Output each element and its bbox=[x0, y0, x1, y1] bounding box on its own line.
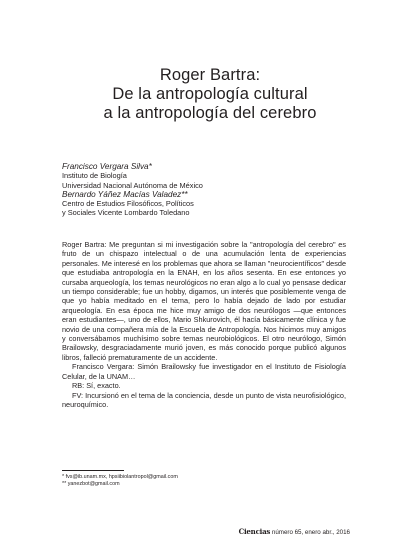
footnote-2: ** yanezbot@gmail.com bbox=[62, 481, 120, 488]
body-paragraph-2: Francisco Vergara: Simón Brailowsky fue investigador en el Instituto de Fisiología Celular, de la UNAM… bbox=[62, 362, 346, 381]
title-line-3: a la antropología del cerebro bbox=[103, 104, 317, 122]
footnote-divider bbox=[62, 470, 124, 471]
author-name-1: Francisco Vergara Silva* bbox=[62, 162, 152, 171]
body-paragraph-4: FV: Incursionó en el tema de la conciencia, desde un punto de vista neurofisiológico, neuroquímico. bbox=[62, 390, 346, 409]
body-paragraph-3: RB: Sí, exacto. bbox=[72, 381, 121, 391]
author-block bbox=[62, 162, 352, 218]
page-footer bbox=[200, 528, 350, 537]
author-affiliation-1b: Universidad Nacional Autónoma de México bbox=[62, 180, 203, 190]
journal-logo: Ciencias bbox=[238, 527, 271, 536]
title-line-1: Roger Bartra: bbox=[159, 66, 261, 84]
article-body bbox=[62, 240, 346, 409]
body-paragraph-1: Roger Bartra: Me preguntan si mi investigación sobre la "antropología del cerebro" es fruto de un chispazo intelectual o de una acumulación lenta de experiencias personales. Me interesé en los problemas que ahora se llaman "neurocientíficos" desde que estudiaba antropología en la ENAH, en los años sesenta. En ese entonces yo cursaba arqueología, los temas neurológicos no eran algo a lo cual yo pensase dedicar un tiempo considerable; fue un hobby, digamos, un interés que posiblemente venga de que yo había meditado en el tema, pero lo había dejado de lado por estudiar arqueología. En esa época me hice muy amigo de dos neurólogos —que entonces eran estudiantes—, uno de ellos, Mario Shkurovich, él hacía básicamente clínica y fue novio de una compañera mía de la Escuela de Antropología. Nos hicimos muy amigos y conversábamos muchísimo sobre temas neurobiológicos. El otro neurólogo, Simón Brailowsky, desgraciadamente murió joven, es más conocido porque publicó algunos libros, falleció prematuramente de un accidente. bbox=[62, 240, 346, 362]
article-title bbox=[60, 66, 360, 123]
author-name-2: Bernardo Yáñez Macías Valadez** bbox=[62, 189, 188, 199]
footnotes bbox=[62, 474, 346, 489]
title-line-2: De la antropología cultural bbox=[112, 85, 308, 103]
author-affiliation-1a: Instituto de Biología bbox=[62, 171, 127, 181]
author-affiliation-2a: Centro de Estudios Filosóficos, Políticos bbox=[62, 199, 194, 209]
issue-info: número 65, enero abr., 2016 bbox=[271, 529, 350, 536]
author-affiliation-2b: y Sociales Vicente Lombardo Toledano bbox=[62, 208, 190, 218]
footnote-1: * fvs@ib.unam.mx, hpsiibiolantropol@gmail.com bbox=[62, 474, 178, 480]
